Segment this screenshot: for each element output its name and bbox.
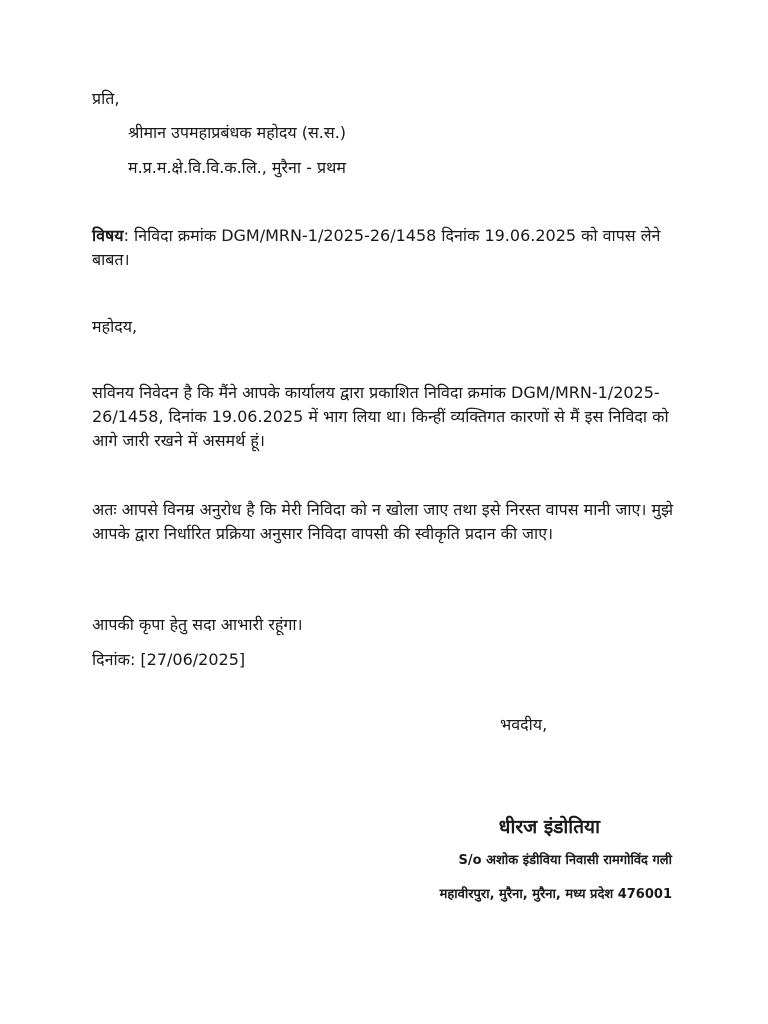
yours-faithfully: भवदीय, (500, 715, 548, 734)
greeting: महोदय, (92, 317, 138, 336)
paragraph-1: सविनय निवेदन है कि मैंने आपके कार्यालय द्वारा प्रकाशित निविदा क्रमांक DGM/MRN-1/2025-26/1458, दिनांक 19.06.2025 में भाग लिया था। किन्हीं व्यक्तिगत कारणों से मैं इस निविदा को आगे जारी रखने में असमर्थ हूं। (92, 383, 669, 450)
addressee-line-1: श्रीमान उपमहाप्रबंधक महोदय (स.स.) (128, 123, 347, 142)
sender-address-1: S/o अशोक इंडीविया निवासी रामगोविंद गली (458, 853, 672, 868)
sender-name: धीरज इंडोतिया (498, 816, 600, 838)
addressee-line-2: म.प्र.म.क्षे.वि.वि.क.लि., मुरैना - प्रथम (128, 158, 346, 177)
closing-thanks: आपकी कृपा हेतु सदा आभारी रहूंगा। (92, 615, 303, 634)
paragraph-2: अतः आपसे विनम्र अनुरोध है कि मेरी निविदा को न खोला जाए तथा इसे निरस्त वापस मानी जाए। मुझे आपके द्वारा निर्धारित प्रक्रिया अनुसार निविदा वापसी की स्वीकृति प्रदान की जाए। (92, 500, 674, 543)
date-line: दिनांक: [27/06/2025] (92, 650, 246, 669)
subject-label: विषय (92, 226, 124, 245)
subject-text: : निविदा क्रमांक DGM/MRN-1/2025-26/1458 दिनांक 19.06.2025 को वापस लेने बाबत। (92, 226, 661, 269)
subject-block (92, 224, 680, 272)
salutation-to: प्रति, (92, 89, 120, 108)
sender-address-2: महावीरपुरा, मुरैना, मुरैना, मध्य प्रदेश 476001 (439, 887, 672, 902)
